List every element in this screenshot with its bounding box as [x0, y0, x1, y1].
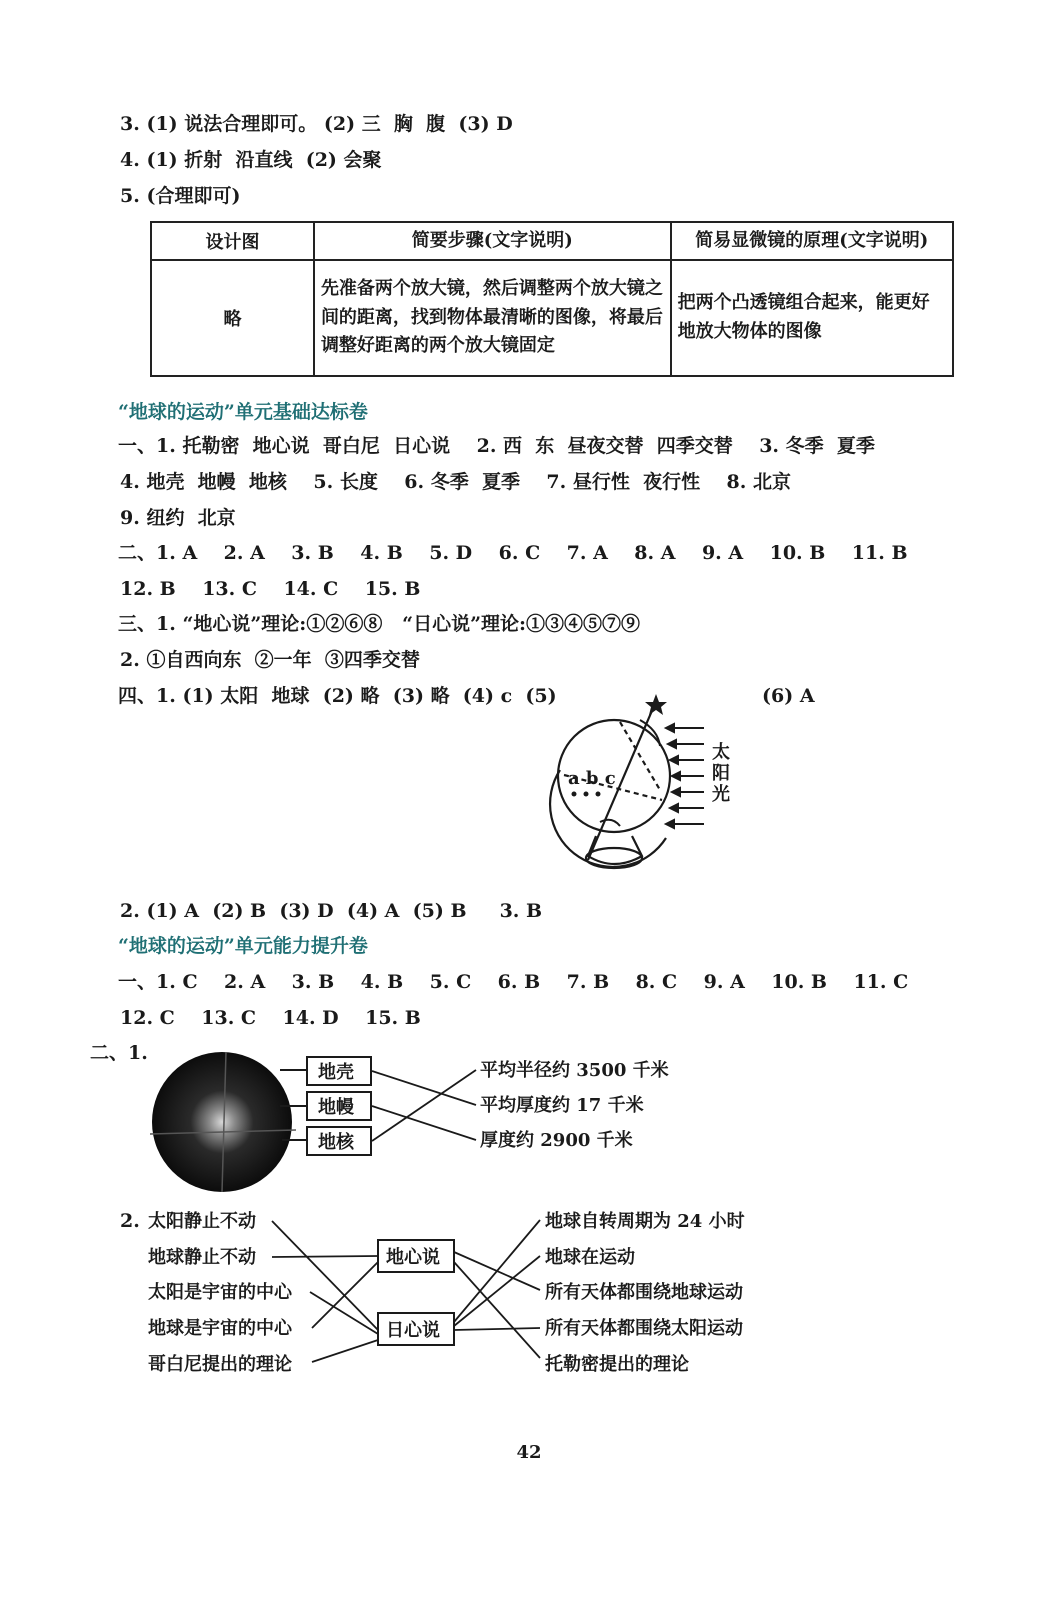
- answer-line: 9. 纽约 北京: [120, 507, 236, 529]
- layer-box: 地壳: [318, 1062, 354, 1083]
- answer-line: 2. ①自西向东 ②一年 ③四季交替: [120, 649, 420, 671]
- right-item: 地球在运动: [545, 1247, 635, 1268]
- sunlight-label: 太: [712, 742, 730, 763]
- left-item: 太阳静止不动: [148, 1211, 256, 1232]
- sunlight-label: 阳: [712, 763, 730, 784]
- star-icon: [645, 694, 667, 715]
- answer-line: 2. (1) A (2) B (3) D (4) A (5) B 3. B: [120, 900, 543, 922]
- right-item: 所有天体都围绕太阳运动: [545, 1318, 743, 1339]
- answer-line: (6) A: [762, 685, 815, 707]
- table-cell: 先准备两个放大镜，然后调整两个放大镜之间的距离，找到物体最清晰的图像，将最后调整好距离的两个放大镜固定: [314, 260, 671, 376]
- answer-line: 一、1. C 2. A 3. B 4. B 5. C 6. B 7. B 8. C 9. A 10. B 11. C: [118, 971, 909, 993]
- answer-line: 2.: [120, 1210, 140, 1232]
- answer-line-3: 3. (1) 说法合理即可。 (2) 三 胸 腹 (3) D: [120, 113, 513, 135]
- right-item: 地球自转周期为 24 小时: [545, 1211, 745, 1232]
- answer-line: 二、1. A 2. A 3. B 4. B 5. D 6. C 7. A 8. A 9. A 10. B 11. B: [118, 542, 908, 564]
- left-item: 太阳是宇宙的中心: [148, 1282, 292, 1303]
- answer-line: 四、1. (1) 太阳 地球 (2) 略 (3) 略 (4) c (5): [118, 685, 557, 707]
- answer-line-5: 5. (合理即可): [120, 185, 241, 207]
- table-cell: 略: [151, 260, 314, 376]
- layer-box: 地核: [318, 1132, 354, 1153]
- answer-line: 二、1.: [90, 1042, 148, 1064]
- section-title: “地球的运动”单元能力提升卷: [118, 935, 368, 957]
- theory-box: 日心说: [386, 1320, 440, 1341]
- answer-line-4: 4. (1) 折射 沿直线 (2) 会聚: [120, 149, 382, 171]
- right-item: 托勒密提出的理论: [545, 1354, 689, 1375]
- left-item: 地球静止不动: [148, 1247, 256, 1268]
- table-cell: 把两个凸透镜组合起来，能更好地放大物体的图像: [671, 260, 953, 376]
- answer-line: 三、1. “地心说”理论:①②⑥⑧ “日心说”理论:①③④⑤⑦⑨: [118, 613, 641, 635]
- globe-letters: a b c: [568, 768, 616, 789]
- right-item: 所有天体都围绕地球运动: [545, 1282, 743, 1303]
- theory-box: 地心说: [386, 1247, 440, 1268]
- layer-fact: 平均半径约 3500 千米: [480, 1060, 669, 1081]
- left-item: 哥白尼提出的理论: [148, 1354, 292, 1375]
- sunlight-label: 光: [712, 784, 730, 805]
- page-number: 42: [516, 1442, 542, 1463]
- section-title: “地球的运动”单元基础达标卷: [118, 401, 368, 423]
- answer-line: 一、1. 托勒密 地心说 哥白尼 日心说 2. 西 东 昼夜交替 四季交替 3. 冬季 夏季: [118, 435, 875, 457]
- layer-fact: 平均厚度约 17 千米: [480, 1095, 644, 1116]
- answer-line: 12. B 13. C 14. C 15. B: [120, 578, 421, 600]
- table-header: 设计图: [151, 222, 314, 260]
- table-header: 简易显微镜的原理(文字说明): [671, 222, 953, 260]
- answer-line: 12. C 13. C 14. D 15. B: [120, 1007, 421, 1029]
- answer-line: 4. 地壳 地幔 地核 5. 长度 6. 冬季 夏季 7. 昼行性 夜行性 8. 北京: [120, 471, 792, 493]
- earth-layers-diagram: [150, 1052, 669, 1192]
- sunlight-arrows: [666, 724, 704, 828]
- table-header: 简要步骤(文字说明): [314, 222, 671, 260]
- layer-box: 地幔: [318, 1097, 354, 1118]
- left-item: 地球是宇宙的中心: [148, 1318, 292, 1339]
- theory-matching-diagram: [148, 1210, 745, 1375]
- layer-fact: 厚度约 2900 千米: [480, 1130, 633, 1151]
